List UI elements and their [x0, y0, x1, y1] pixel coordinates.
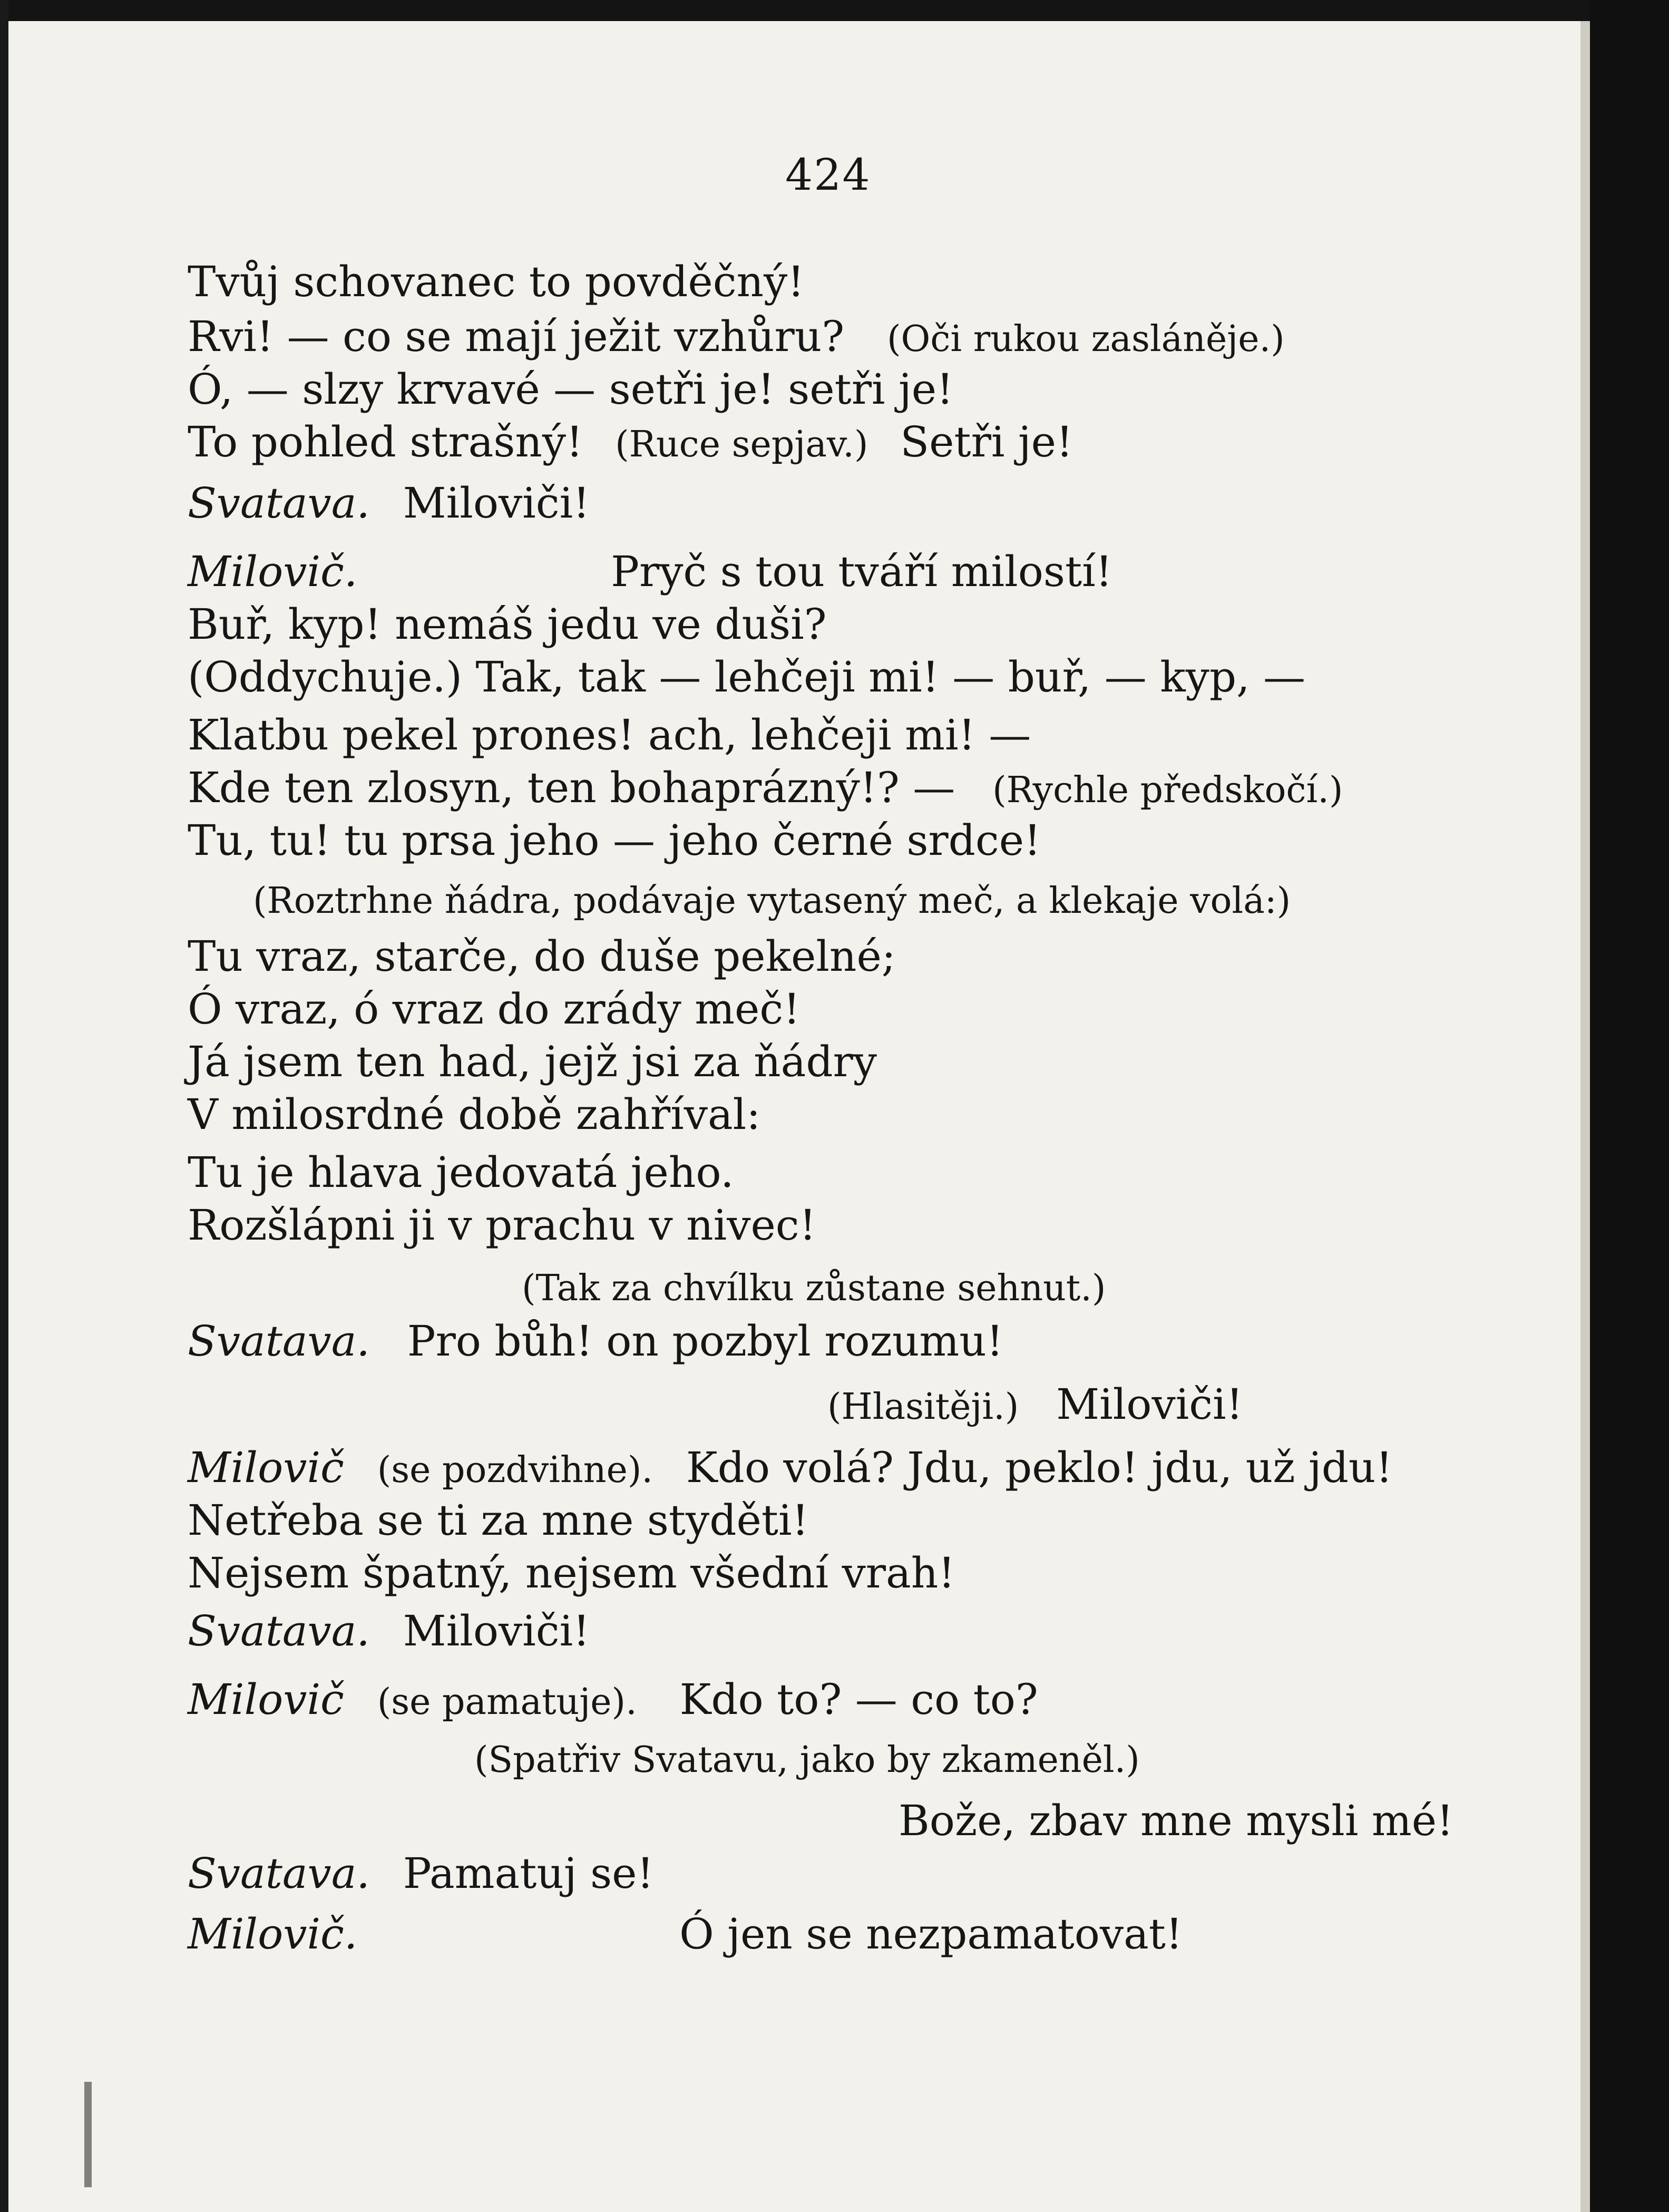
scan-border-top [0, 0, 1669, 21]
stage-direction: (se pamatuje). [377, 1681, 637, 1723]
stage-direction: (Spatřiv Svatavu, jako by zkameněl.) [474, 1739, 1140, 1781]
speaker-name: Svatava. [188, 479, 370, 528]
page-number: 424 [785, 150, 871, 200]
stage-direction: (se pozdvihne). [377, 1449, 653, 1491]
text-line: (Hlasitěji.) Miloviči! [827, 1380, 1243, 1429]
speaker-line: Milovič. Pryč s tou tváří milostí! [188, 547, 1112, 596]
text-line: Ó vraz, ó vraz do zrády meč! [188, 985, 801, 1034]
scan-border-right [1590, 0, 1669, 2212]
text-line: Nejsem špatný, nejsem všední vrah! [188, 1548, 955, 1597]
text-line: (Oddychuje.) Tak, tak — lehčeji mi! — buř, — kyp, — [188, 652, 1305, 701]
speaker-name: Milovič. [188, 1909, 358, 1958]
text-line: Kde ten zlosyn, ten bohaprázný!? — (Rychle předskočí.) [188, 763, 1343, 812]
text-line: Bože, zbav mne mysli mé! [899, 1796, 1454, 1845]
text-line: Tu je hlava jedovatá jeho. [188, 1148, 734, 1197]
speaker-line: Svatava. Miloviči! [188, 479, 590, 528]
stage-line [253, 875, 1291, 925]
text-line: Rozšlápni ji v prachu v nivec! [188, 1201, 816, 1250]
text-line: Netřeba se ti za mne styděti! [188, 1496, 809, 1545]
speaker-name: Milovič [188, 1443, 344, 1492]
text-line: Buř, kyp! nemáš jedu ve duši? [188, 600, 827, 649]
page-edge [1580, 21, 1590, 2212]
speaker-name: Milovič [188, 1675, 344, 1724]
speaker-name: Svatava. [188, 1317, 370, 1366]
scan-border-left [0, 0, 8, 2212]
text-line: Ó, — slzy krvavé — setři je! setři je! [188, 365, 954, 414]
speaker-name: Svatava. [188, 1606, 370, 1655]
speaker-line: Milovič (se pozdvihne). Kdo volá? Jdu, peklo! jdu, už jdu! [188, 1443, 1393, 1492]
text-line: To pohled strašný! (Ruce sepjav.) Setři je! [188, 417, 1073, 466]
text-line: Tu, tu! tu prsa jeho — jeho černé srdce! [188, 816, 1041, 865]
speaker-line: Milovič (se pamatuje). Kdo to? — co to? [188, 1675, 1038, 1724]
speaker-line: Svatava. Pamatuj se! [188, 1849, 654, 1898]
speaker-name: Milovič. [188, 547, 358, 596]
text-line: Rvi! — co se mají ježit vzhůru? (Oči rukou zasláněje.) [188, 312, 1285, 361]
speaker-line: Svatava. Pro bůh! on pozbyl rozumu! [188, 1317, 1003, 1366]
text-line: Já jsem ten had, jejž jsi za ňádry [188, 1037, 877, 1086]
text-line: Tvůj schovanec to povděčný! [188, 257, 805, 306]
text-line: Tu vraz, starče, do duše pekelné; [188, 932, 896, 981]
stage-line [474, 1734, 1140, 1784]
stage-direction: (Oči rukou zasláněje.) [887, 318, 1285, 360]
stage-direction: (Rychle předskočí.) [992, 769, 1343, 811]
stage-direction: (Tak za chvílku zůstane sehnut.) [522, 1268, 1106, 1309]
speaker-line: Milovič. Ó jen se nezpamatovat! [188, 1909, 1183, 1958]
speaker-name: Svatava. [188, 1849, 370, 1898]
text-line: Klatbu pekel prones! ach, lehčeji mi! — [188, 710, 1031, 759]
scan-artifact [84, 2082, 92, 2187]
stage-direction: (Ruce sepjav.) [615, 424, 868, 465]
text-line: V milosrdné době zahříval: [188, 1090, 761, 1139]
stage-line [522, 1262, 1106, 1312]
stage-direction: (Roztrhne ňádra, podávaje vytasený meč, a klekaje volá:) [253, 880, 1291, 922]
stage-direction: (Hlasitěji.) [827, 1386, 1019, 1428]
speaker-line: Svatava. Miloviči! [188, 1606, 590, 1655]
